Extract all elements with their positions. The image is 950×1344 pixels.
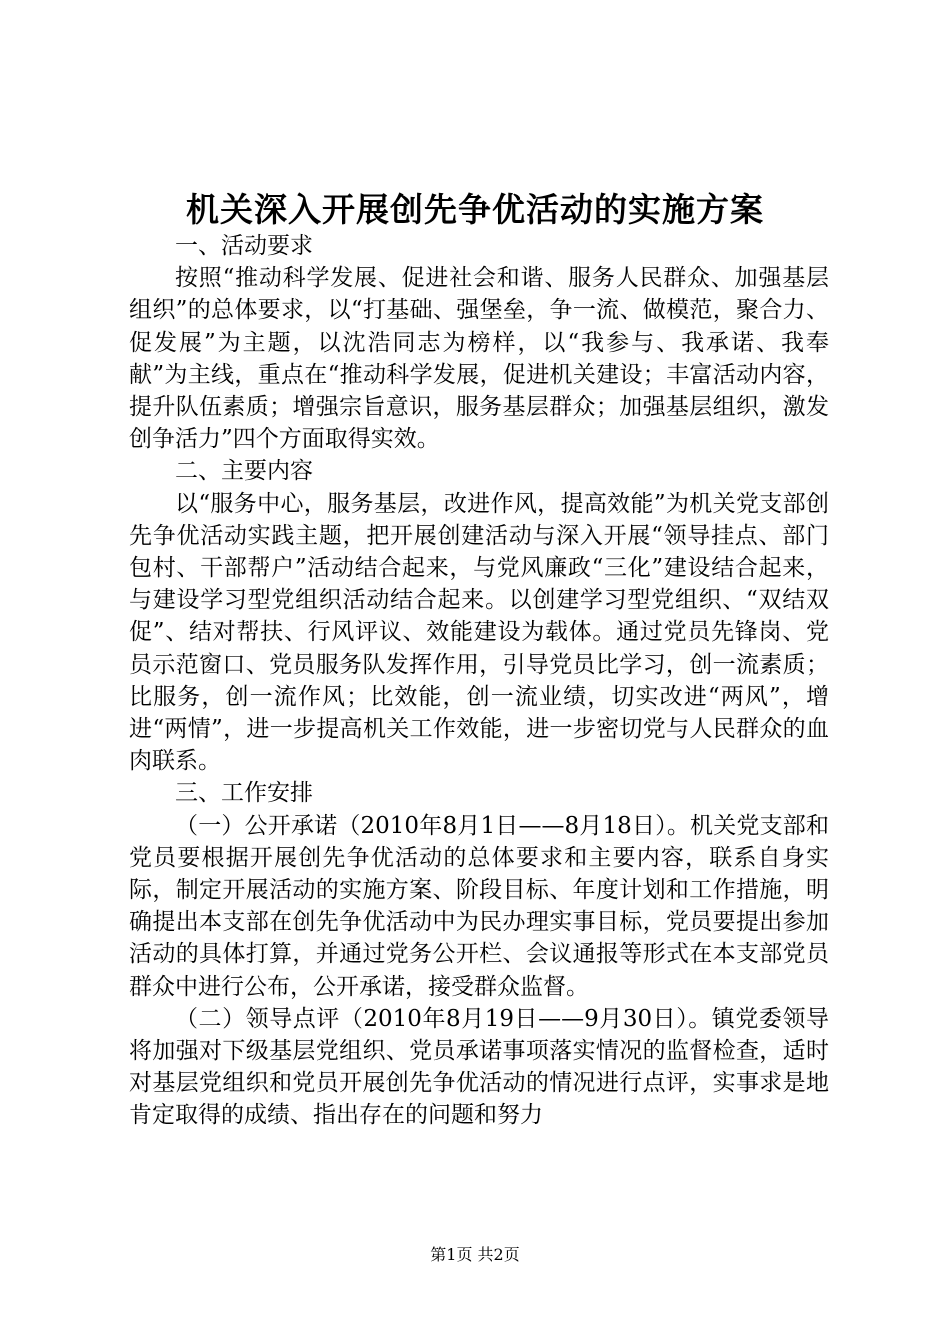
paragraph-2-1: 以“服务中心，服务基层，改进作风，提高效能”为机关党支部创先争优活动实践主题，把开展创建活动与深入开展“领导挂点、部门包村、干部帮户”活动结合起来，与党风廉政“三化”建设结合起来，与建设学习型党组织活动结合起来。以创建学习型党组织、“双结双促”、结对帮扶、行风评议、效能建设为载体。通过党员先锋岗、党员示范窗口、党员服务队发挥作用，引导党员比学习，创一流素质；比服务，创一流作风；比效能，创一流业绩，切实改进“两风”，增进“两情”，进一步提高机关工作效能，进一步密切党与人民群众的血肉联系。	[129, 490, 829, 775]
document-body	[129, 230, 829, 1132]
paragraph-3-1: （一）公开承诺（2010年8月1日——8月18日）。机关党支部和党员要根据开展创先争优活动的总体要求和主要内容，联系自身实际，制定开展活动的实施方案、阶段目标、年度计划和工作措施，明确提出本支部在创先争优活动中为民办理实事目标，党员要提出参加活动的具体打算，并通过党务公开栏、会议通报等形式在本支部党员群众中进行公布，公开承诺，接受群众监督。	[129, 812, 829, 1000]
paragraph-3-2: （二）领导点评（2010年8月19日——9月30日）。镇党委领导将加强对下级基层党组织、党员承诺事项落实情况的监督检查，适时对基层党组织和党员开展创先争优活动的情况进行点评，实事求是地肯定取得的成绩、指出存在的问题和努力	[129, 1005, 829, 1129]
section-heading-2: 二、主要内容	[175, 458, 313, 485]
document-title: 机关深入开展创先争优活动的实施方案	[186, 190, 764, 229]
section-heading-3: 三、工作安排	[175, 780, 313, 807]
section-heading-1: 一、活动要求	[175, 233, 313, 259]
paragraph-1-1: 按照“推动科学发展、促进社会和谐、服务人民群众、加强基层组织”的总体要求，以“打基础、强堡垒，争一流、做模范，聚合力、促发展”为主题，以沈浩同志为榜样，以“我参与、我承诺、我奉献”为主线，重点在“推动科学发展，促进机关建设；丰富活动内容，提升队伍素质；增强宗旨意识，服务基层群众；加强基层组织，激发创争活力”四个方面取得实效。	[129, 265, 829, 453]
page-footer: 第1页 共2页	[430, 1245, 520, 1264]
